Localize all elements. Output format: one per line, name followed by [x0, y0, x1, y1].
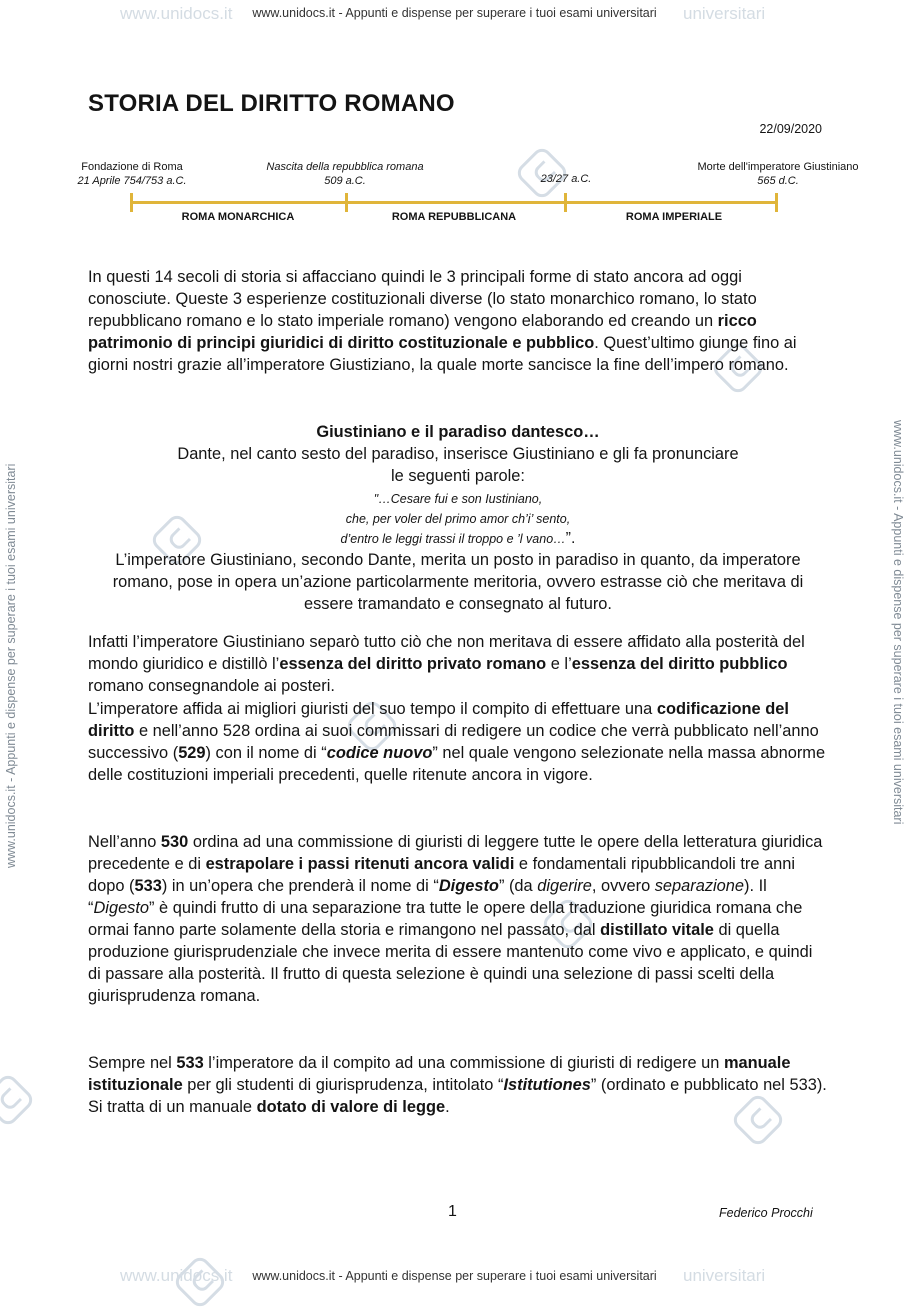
watermark-logo-icon [0, 1072, 36, 1129]
text-run: In questi 14 secoli di storia si affacciano quindi le 3 principali forme di stato ancora ad oggi conosciute. Queste 3 esperienze costituzionali diverse (lo stato monarchico romano, lo stato repubblicano romano e lo stato imperiale romano) vengono elaborando ed creando un [88, 268, 757, 330]
text-run: ” (ordinato e pubblicato nel 533). Si tratta di un manuale [88, 1076, 827, 1116]
text-run: e fondamentali ripubblicandoli tre anni dopo ( [88, 855, 796, 895]
dante-quote-text: d’entro le leggi trassi il troppo e ’l vano… [340, 532, 566, 546]
text-run: 533 [134, 877, 162, 895]
timeline-era-republic: ROMA REPUBBLICANA [391, 211, 517, 223]
text-run: ordina ad una commissione di giuristi di leggere tutte le opere della letteratura giuridica precedente e di [88, 833, 823, 873]
text-run: Sempre nel [88, 1054, 177, 1072]
author-name: Federico Procchi [719, 1206, 813, 1220]
watermark-right-vertical: www.unidocs.it - Appunti e dispense per superare i tuoi esami universitari [891, 420, 905, 825]
dante-quote-line-2: che, per voler del primo amor ch’i’ sento, [345, 512, 571, 526]
dante-quote-end: ”. [565, 530, 576, 547]
timeline-tick [345, 193, 348, 212]
text-run: Istitutiones [503, 1076, 591, 1094]
watermark-ghost-top-right: universitari [683, 4, 766, 23]
text-run: per gli studenti di giurisprudenza, intitolato “ [182, 1076, 504, 1094]
timeline-event-date: 565 d.C. [757, 175, 799, 187]
text-run: manuale istituzionale [88, 1054, 791, 1094]
watermark-ghost-top-left: www.unidocs.it [120, 4, 233, 23]
text-run: e l’ [546, 655, 572, 673]
timeline-event-date: 21 Aprile 754/753 a.C. [77, 175, 187, 187]
text-run: Digesto [438, 877, 499, 895]
text-run: Infatti l’imperatore Giustiniano separò tutto ciò che non meritava di essere affidato alla posterità del mondo giuridico e distillò l’ [88, 633, 805, 673]
text-run: codice nuovo [326, 744, 433, 762]
text-run: dotato di valore di legge [256, 1098, 446, 1116]
page-title: STORIA DEL DIRITTO ROMANO [88, 90, 455, 117]
timeline-tick [775, 193, 778, 212]
text-run: Digesto [93, 899, 150, 917]
timeline-event-label: Nascita della repubblica romana [266, 161, 424, 173]
timeline-tick [564, 193, 567, 212]
timeline-event-date: 509 a.C. [324, 175, 366, 187]
dante-box-conclusion: L’imperatore Giustiniano, secondo Dante, merita un posto in paradiso in quanto, da imperatore romano, pose in opera un’azione particolarmente meritoria, ovvero estrasse ciò che meritava di essere tramandato e consegnato al futuro. [112, 551, 804, 613]
text-run: ricco patrimonio di principi giuridici di diritto costituzionale e pubblico [88, 312, 757, 352]
text-run: codificazione del diritto [88, 700, 789, 740]
text-run: di quella produzione giurisprudenziale che invece merita di essere mantenuto come vivo e applicato, e quindi di passare alla posterità. Il frutto di questa selezione è quindi una selezione di passi scelti della giurisprudenza romana. [88, 921, 813, 1005]
paragraph-digest [88, 831, 828, 1007]
text-run: essenza del diritto privato romano [279, 655, 547, 673]
text-run: . [445, 1098, 450, 1116]
page-number: 1 [448, 1203, 457, 1220]
text-run: estrapolare i passi ritenuti ancora validi [205, 855, 515, 873]
timeline-era-empire: ROMA IMPERIALE [625, 211, 723, 223]
paragraph-institutiones [88, 1052, 828, 1118]
timeline-event-4 [680, 160, 876, 188]
paragraph-codification [88, 698, 828, 786]
text-run: . Quest’ultimo giunge fino ai giorni nostri grazie all’imperatore Giustiziano, la quale morte sancisce la fine dell’impero romano. [88, 334, 797, 374]
watermark-ghost-bottom-left: www.unidocs.it [120, 1266, 233, 1285]
paragraph-intro [88, 266, 828, 376]
document-date: 22/09/2020 [759, 122, 822, 136]
watermark-logo-icon [172, 1254, 229, 1310]
timeline-event-1 [70, 160, 194, 188]
timeline-axis [130, 201, 778, 204]
timeline-event-label: Fondazione di Roma [81, 161, 183, 173]
text-run: ). Il “ [88, 877, 767, 917]
text-run: ) con il nome di “ [205, 744, 327, 762]
text-run: 530 [160, 833, 189, 851]
text-run: ” (da [498, 877, 538, 895]
dante-quote-line-3 [88, 529, 828, 549]
text-run: 533 [176, 1054, 204, 1072]
watermark-top-banner: www.unidocs.it - Appunti e dispense per superare i tuoi esami universitari [252, 6, 657, 20]
text-run: romano consegnandole ai posteri. [88, 677, 335, 695]
watermark-left-vertical: www.unidocs.it - Appunti e dispense per superare i tuoi esami universitari [4, 463, 18, 868]
paragraph-justinian [88, 631, 828, 697]
text-run: separazione [654, 877, 745, 895]
dante-box [88, 421, 828, 615]
text-run: ) in un’opera che prenderà il nome di “ [161, 877, 439, 895]
timeline-event-date: 23/27 a.C. [540, 173, 592, 185]
timeline-event-label: Morte dell'imperatore Giustiniano [697, 161, 859, 173]
text-run: ” è quindi frutto di una separazione tra tutte le opere della traduzione giuridica romana che ormai fanno parte solamente della storia e rimangono nel passato, dal [88, 899, 803, 939]
timeline-tick [130, 193, 133, 212]
text-run: , ovvero [591, 877, 655, 895]
dante-box-intro-line-2: le seguenti parole: [391, 467, 525, 485]
text-run: ” nel quale vengono selezionate nella massa abnorme delle costituzioni imperiali precedenti, quelle ritenute ancora in vigore. [88, 744, 826, 784]
dante-box-title: Giustiniano e il paradiso dantesco… [316, 423, 600, 441]
text-run: Nell’anno [88, 833, 161, 851]
dante-quote-line-1: "…Cesare fui e son Iustiniano, [373, 492, 543, 506]
text-run: l’imperatore da il compito ad una commissione di giuristi di redigere un [203, 1054, 724, 1072]
text-run: L’imperatore affida ai migliori giuristi del suo tempo il compito di effettuare una [88, 700, 657, 718]
text-run: distillato vitale [600, 921, 714, 939]
text-run: 529 [178, 744, 206, 762]
text-run: essenza del diritto pubblico [571, 655, 788, 673]
text-run: e nell’anno 528 ordina ai suoi commissari di redigere un codice che verrà pubblicato nell’anno successivo ( [88, 722, 819, 762]
timeline-event-2 [255, 160, 435, 188]
timeline-era-monarchy: ROMA MONARCHICA [181, 211, 295, 223]
watermark-bottom-banner: www.unidocs.it - Appunti e dispense per superare i tuoi esami universitari [252, 1269, 657, 1283]
watermark-ghost-bottom-right: universitari [683, 1266, 766, 1285]
timeline-event-3 [528, 172, 604, 186]
dante-box-intro-line-1: Dante, nel canto sesto del paradiso, inserisce Giustiniano e gli fa pronunciare [177, 445, 739, 463]
text-run: digerire [537, 877, 592, 895]
